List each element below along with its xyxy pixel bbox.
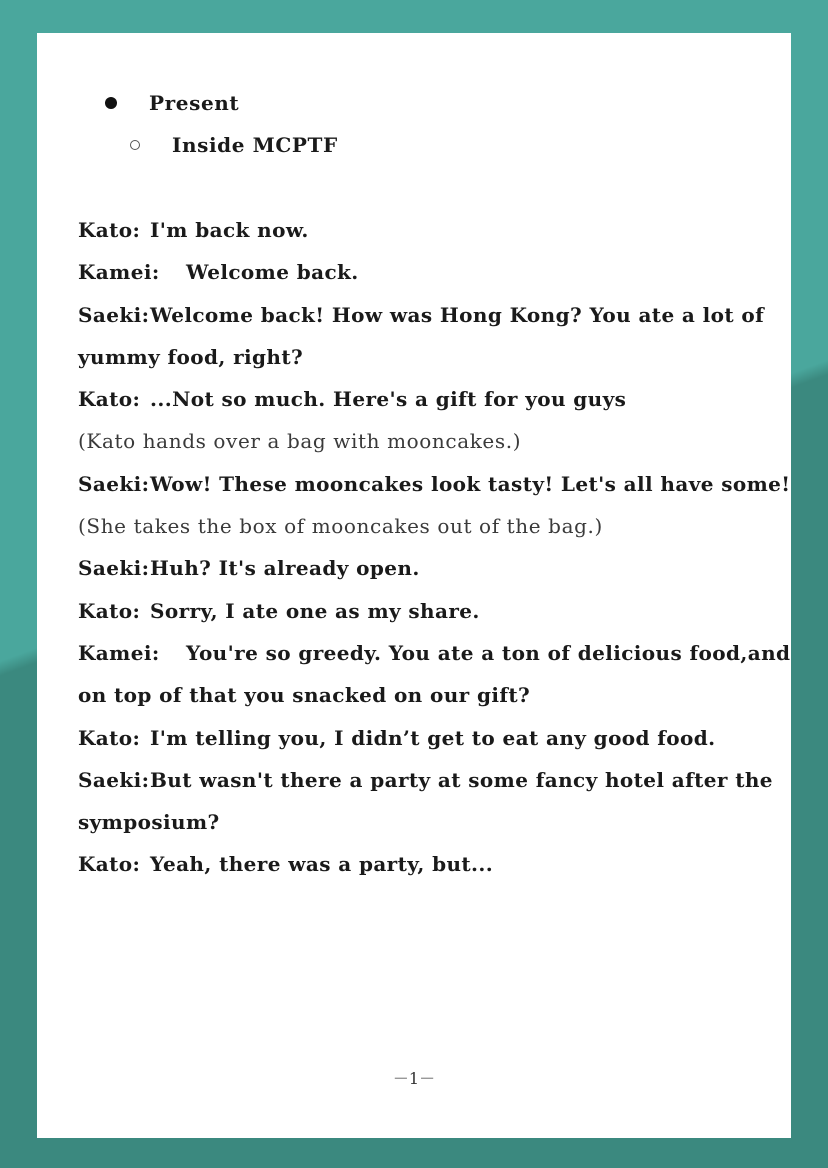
dialogue-text: Sorry, I ate one as my share.	[150, 598, 480, 623]
hollow-bullet-icon	[130, 140, 140, 150]
speaker-name: Kamei:	[78, 260, 160, 285]
dialogue-text: Yeah, there was a party, but...	[150, 852, 494, 877]
dialogue-text: I'm telling you, I didn’t get to eat any good food.	[150, 725, 716, 750]
dialogue-line	[78, 759, 773, 801]
dialogue-line	[78, 251, 768, 293]
dialogue-script	[78, 209, 791, 886]
dialogue-text: I'm back now.	[150, 218, 309, 242]
speaker-name: Saeki:	[78, 767, 150, 792]
dialogue-text: Welcome back.	[186, 260, 359, 285]
dialogue-line	[78, 294, 768, 336]
outline-level2-text: Inside MCPTF	[172, 133, 338, 157]
document-page	[37, 33, 791, 1138]
dialogue-line	[78, 843, 768, 885]
background-right-band	[788, 600, 828, 1168]
dialogue-text: Welcome back! How was Hong Kong? You ate a lot of	[150, 302, 765, 327]
dialogue-text: But wasn't there a party at some fancy hotel after the	[150, 767, 773, 792]
dialogue-text: Wow! These mooncakes look tasty! Let's all have some!	[150, 471, 791, 496]
speaker-name: Kato:	[78, 725, 141, 750]
dialogue-continuation: yummy food, right?	[78, 344, 304, 369]
dialogue-text: ...Not so much. Here's a gift for you guys	[150, 387, 627, 412]
dialogue-text: Huh? It's already open.	[150, 556, 420, 581]
speaker-name: Saeki:	[78, 471, 150, 496]
dialogue-line	[78, 378, 768, 420]
stage-direction: (Kato hands over a bag with mooncakes.)	[78, 429, 522, 454]
outline-level2	[130, 133, 338, 157]
dialogue-line	[78, 632, 791, 674]
speaker-name: Kamei:	[78, 640, 160, 665]
filled-bullet-icon	[105, 97, 117, 109]
dialogue-line	[78, 463, 791, 505]
speaker-name: Kato:	[78, 598, 141, 623]
page-number: －1－	[392, 1069, 436, 1088]
speaker-name: Kato:	[78, 387, 141, 412]
dialogue-line	[78, 590, 768, 632]
dialogue-text: You're so greedy. You ate a ton of delicious food,and	[186, 640, 791, 665]
outline-level1-text: Present	[149, 91, 240, 115]
stage-direction: (She takes the box of mooncakes out of the bag.)	[78, 514, 603, 539]
dialogue-continuation: on top of that you snacked on our gift?	[78, 683, 531, 708]
speaker-name: Kato:	[78, 852, 141, 877]
dialogue-continuation: symposium?	[78, 810, 220, 835]
speaker-name: Kato:	[78, 218, 141, 242]
speaker-name: Saeki:	[78, 556, 150, 581]
dialogue-line	[78, 209, 768, 251]
outline-level1	[105, 91, 239, 115]
speaker-name: Saeki:	[78, 302, 150, 327]
dialogue-line	[78, 547, 768, 589]
dialogue-line	[78, 717, 768, 759]
